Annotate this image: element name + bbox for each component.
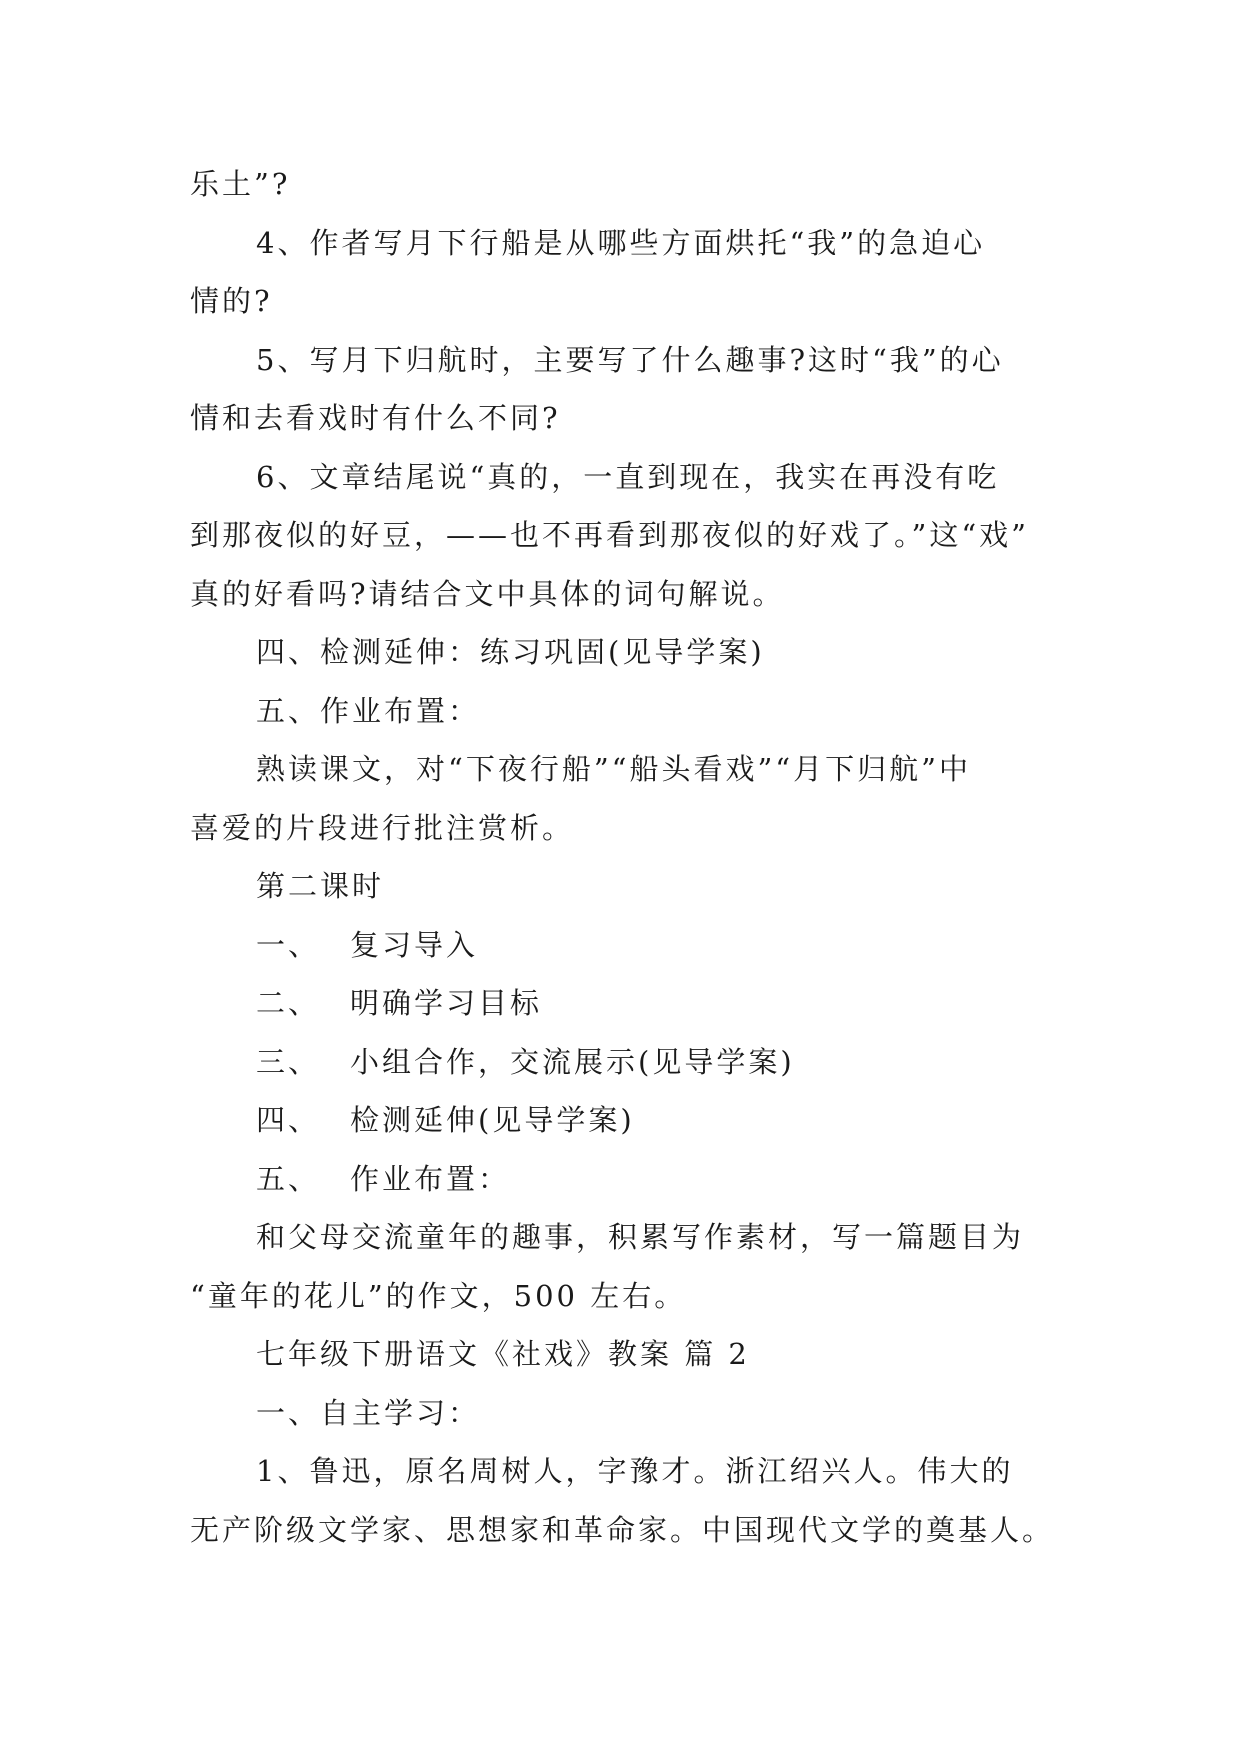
line-5 — [190, 389, 1056, 448]
line-9 — [190, 623, 1056, 682]
line-text: 一、自主学习： — [256, 1395, 481, 1430]
line-text: 喜爱的片段进行批注赏析。 — [190, 810, 575, 845]
section-heading-lesson-2 — [190, 857, 1056, 916]
line-2 — [190, 214, 1056, 273]
list-number: 四、 — [256, 1103, 321, 1137]
line-text: 七年级下册语文《社戏》教案 篇 2 — [256, 1337, 750, 1371]
list-item — [190, 1091, 1056, 1150]
list-item — [190, 1033, 1056, 1092]
line-text: 四、检测延伸：练习巩固(见导学案) — [256, 635, 765, 669]
line-20 — [190, 1267, 1056, 1326]
list-item — [190, 916, 1056, 975]
line-24 — [190, 1501, 1056, 1560]
list-text: 复习导入 — [350, 927, 479, 962]
list-number: 三、 — [256, 1044, 321, 1079]
list-text: 明确学习目标 — [350, 986, 543, 1020]
list-number: 一、 — [256, 927, 321, 962]
list-item — [190, 1150, 1056, 1209]
line-text: 五、作业布置： — [256, 693, 481, 728]
line-text: 和父母交流童年的趣事，积累写作素材，写一篇题目为 — [256, 1220, 1025, 1254]
line-text: 第二课时 — [256, 869, 385, 903]
line-text: 6、文章结尾说“真的，一直到现在，我实在再没有吃 — [256, 459, 1000, 494]
line-text: 乐土”? — [190, 167, 291, 201]
line-1 — [190, 155, 1056, 214]
line-22 — [190, 1384, 1056, 1443]
list-number: 二、 — [256, 986, 321, 1020]
line-text: 无产阶级文学家、思想家和革命家。中国现代文学的奠基人。 — [190, 1512, 1055, 1547]
list-number: 五、 — [256, 1161, 321, 1196]
line-3 — [190, 272, 1056, 331]
line-10 — [190, 682, 1056, 741]
list-item — [190, 974, 1056, 1033]
line-text: 4、作者写月下行船是从哪些方面烘托“我”的急迫心 — [256, 225, 986, 260]
line-text: 到那夜似的好豆，——也不再看到那夜似的好戏了。”这“戏” — [190, 518, 1029, 552]
line-text: 1、鲁迅，原名周树人，字豫才。浙江绍兴人。伟大的 — [256, 1454, 1014, 1488]
line-11 — [190, 740, 1056, 799]
list-text: 小组合作，交流展示(见导学案) — [350, 1044, 795, 1079]
line-8 — [190, 565, 1056, 624]
document-body — [190, 155, 1056, 1559]
line-19 — [190, 1208, 1056, 1267]
line-text: 熟读课文，对“下夜行船”“船头看戏”“月下归航”中 — [256, 752, 971, 786]
list-text: 检测延伸(见导学案) — [350, 1103, 635, 1137]
line-text: 5、写月下归航时，主要写了什么趣事?这时“我”的心 — [256, 342, 1004, 377]
line-text: 情和去看戏时有什么不同? — [190, 401, 561, 435]
line-text: 真的好看吗?请结合文中具体的词句解说。 — [190, 576, 785, 611]
line-23 — [190, 1442, 1056, 1501]
line-4 — [190, 331, 1056, 390]
line-12 — [190, 799, 1056, 858]
line-6 — [190, 448, 1056, 507]
article-title — [190, 1325, 1056, 1384]
line-7 — [190, 506, 1056, 565]
list-text: 作业布置： — [350, 1161, 511, 1196]
line-text: 情的? — [190, 284, 273, 318]
line-text: “童年的花儿”的作文，500 左右。 — [190, 1278, 687, 1313]
